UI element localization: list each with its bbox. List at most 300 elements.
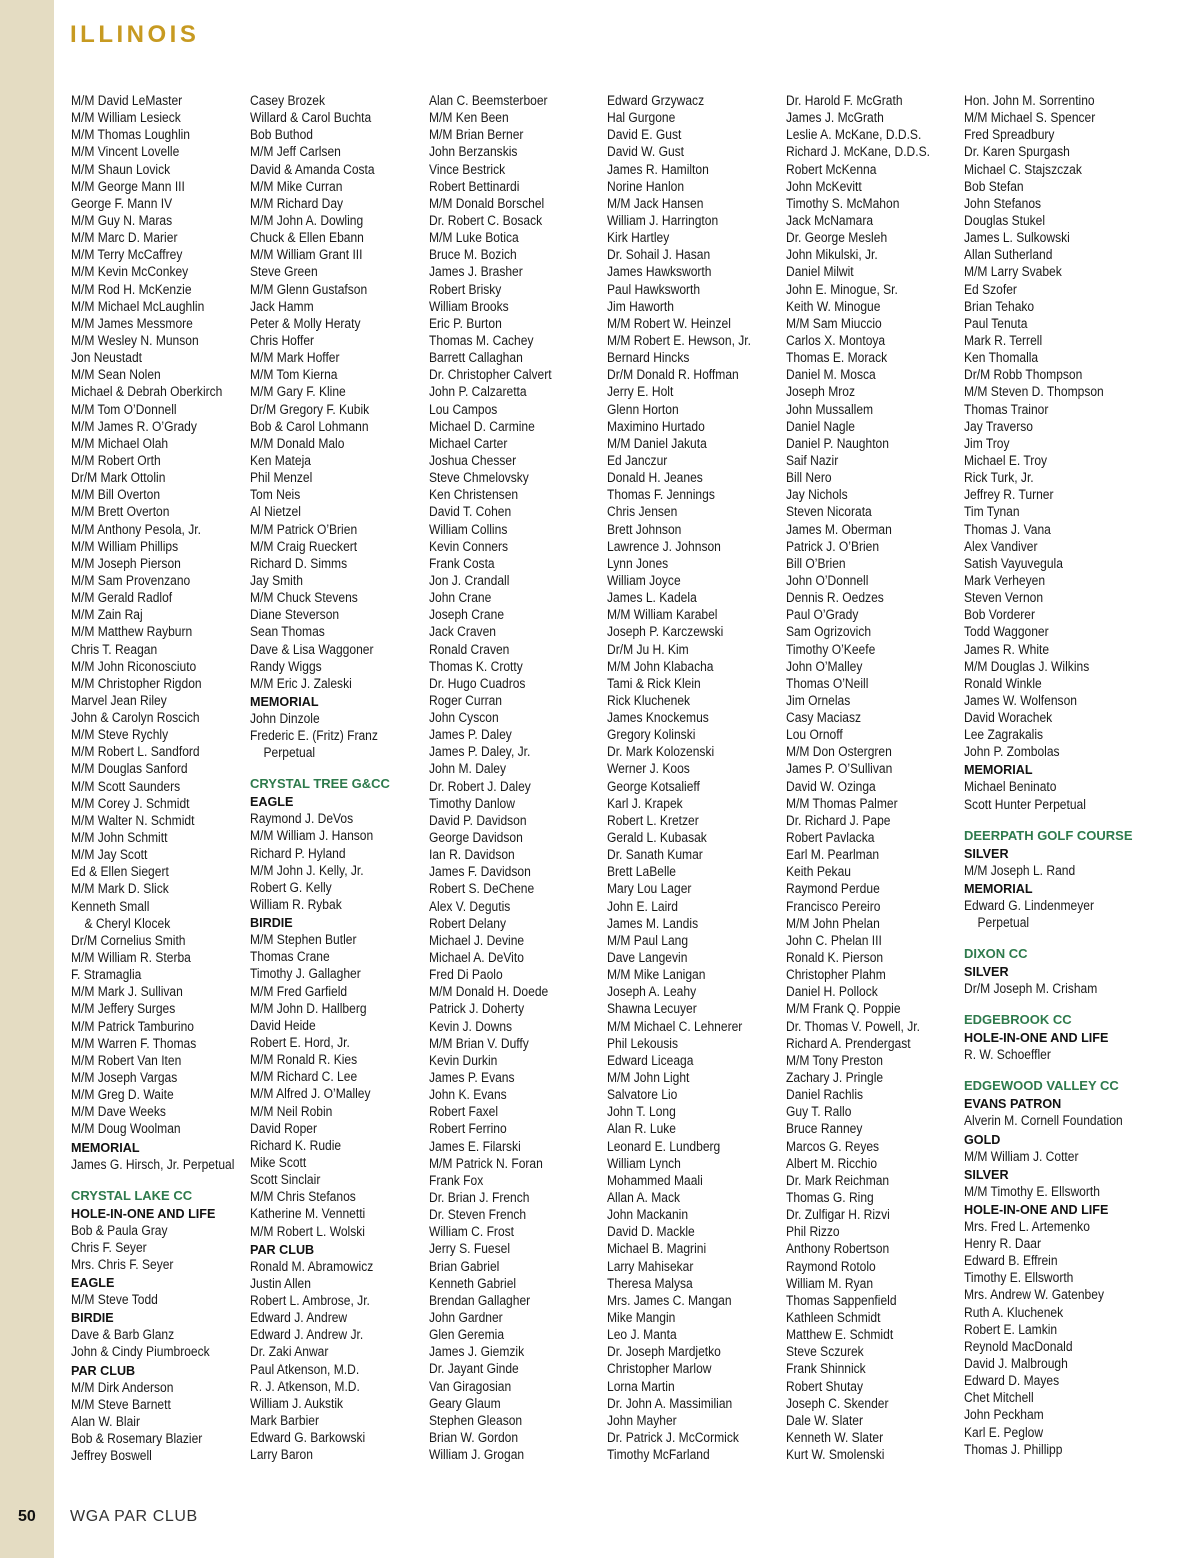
donor-name: Edward B. Effrein: [964, 1253, 1058, 1269]
donor-name: Daniel H. Pollock: [786, 984, 878, 1000]
donor-column-6: [964, 92, 1140, 1458]
donor-name: William J. Grogan: [429, 1447, 525, 1463]
donor-name: M/M Warren F. Thomas: [71, 1035, 197, 1051]
donor-name: Patrick J. Doherty: [429, 1001, 525, 1017]
donor-name: Joshua Chesser: [429, 452, 517, 468]
donor-name: David E. Gust: [607, 127, 682, 143]
donor-name: Brett LaBelle: [607, 864, 677, 880]
donor-name: Frank Shinnick: [786, 1361, 866, 1377]
donor-name: Keith W. Minogue: [786, 298, 881, 314]
donor-name: Dave Langevin: [607, 950, 688, 966]
giving-level-label: BIRDIE: [250, 916, 293, 931]
donor-name: M/M David LeMaster: [71, 93, 183, 108]
donor-name: John O’Malley: [786, 658, 863, 674]
donor-name: Robert E. Lamkin: [964, 1321, 1058, 1337]
donor-name: Robert S. DeChene: [429, 881, 535, 897]
donor-name: Daniel M. Mosca: [786, 367, 876, 383]
donor-name: Fred Spreadbury: [964, 127, 1055, 143]
donor-name: Dave & Barb Glanz: [71, 1327, 175, 1343]
donor-name: Michael Carter: [429, 435, 508, 451]
donor-name: John McKevitt: [786, 178, 862, 194]
donor-name: Phil Menzel: [250, 470, 313, 486]
donor-name: Dr/M Joseph M. Crisham: [964, 981, 1098, 997]
donor-name: Jack Hamm: [250, 298, 314, 314]
donor-name: John & Carolyn Roscich: [71, 710, 200, 726]
donor-name: Dr. Christopher Calvert: [429, 367, 552, 383]
donor-name: M/M Vincent Lovelle: [71, 144, 180, 160]
donor-name: Dr. Patrick J. McCormick: [607, 1429, 739, 1445]
donor-name: Scott Hunter Perpetual: [964, 796, 1086, 812]
donor-name: Henry R. Daar: [964, 1236, 1042, 1252]
donor-name: M/M Paul Lang: [607, 932, 689, 948]
donor-name: Kenneth Small: [71, 898, 150, 914]
donor-name: M/M John Riconosciuto: [71, 658, 197, 674]
donor-name: Barrett Callaghan: [429, 350, 523, 366]
donor-name: Dr/M Mark Ottolin: [71, 470, 166, 486]
donor-name: Fred Di Paolo: [429, 967, 503, 983]
donor-name: M/M Robert W. Heinzel: [607, 315, 731, 331]
donor-name: Alex Vandiver: [964, 538, 1038, 554]
donor-name: Thomas E. Morack: [786, 350, 888, 366]
donor-name: M/M Robert L. Sandford: [71, 744, 200, 760]
club-heading: DEERPATH GOLF COURSE: [964, 827, 1133, 843]
donor-name: Dr. Jayant Ginde: [429, 1361, 519, 1377]
donor-name: John T. Long: [607, 1104, 676, 1120]
donor-name: George Davidson: [429, 830, 523, 846]
donor-name: Lorna Martin: [607, 1378, 675, 1394]
donor-name: M/M Mark Hoffer: [250, 350, 340, 366]
donor-name: Todd Waggoner: [964, 624, 1049, 640]
donor-name: Raymond J. DeVos: [250, 811, 354, 827]
donor-name: M/M Doug Woolman: [71, 1121, 181, 1137]
donor-name: Kevin Durkin: [429, 1052, 498, 1068]
donor-name: Kenneth W. Slater: [786, 1429, 884, 1445]
donor-name: Mary Lou Lager: [607, 881, 692, 897]
donor-name: Robert L. Kretzer: [607, 812, 699, 828]
donor-name: Edward G. Lindenmeyer: [964, 897, 1094, 913]
donor-name: M/M Daniel Jakuta: [607, 435, 707, 451]
donor-name: Brian Tehako: [964, 298, 1035, 314]
donor-name: M/M Terry McCaffrey: [71, 247, 183, 263]
donor-name: Bernard Hincks: [607, 350, 690, 366]
donor-name: M/M Donald Borschel: [429, 195, 545, 211]
donor-name: M/M Michael Olah: [71, 435, 169, 451]
donor-name: M/M William R. Sterba: [71, 950, 191, 966]
donor-name: M/M Larry Svabek: [964, 264, 1062, 280]
donor-name: M/M Tom O’Donnell: [71, 401, 177, 417]
donor-name: Dr. Hugo Cuadros: [429, 675, 526, 691]
donor-name: Lawrence J. Johnson: [607, 538, 721, 554]
donor-name: M/M Douglas Sanford: [71, 761, 188, 777]
page-margin-stripe: [0, 0, 54, 1558]
donor-name: Robert Ferrino: [429, 1121, 507, 1137]
donor-name: Mark Verheyen: [964, 572, 1046, 588]
donor-name: M/M Fred Garfield: [250, 983, 348, 999]
donor-name: Christopher Plahm: [786, 967, 886, 983]
donor-name: Bruce Ranney: [786, 1121, 863, 1137]
donor-name: Dr. Zulfigar H. Rizvi: [786, 1207, 890, 1223]
donor-name: James P. Evans: [429, 1070, 515, 1086]
donor-name: Allan A. Mack: [607, 1190, 681, 1205]
donor-name: Vince Bestrick: [429, 161, 506, 177]
donor-name: Michael E. Troy: [964, 452, 1048, 468]
donor-name: M/M William Grant III: [250, 247, 363, 263]
donor-name: Reynold MacDonald: [964, 1338, 1073, 1354]
giving-level-label: GOLD: [964, 1132, 1001, 1147]
giving-level-label: MEMORIAL: [250, 694, 319, 709]
donor-name: Rick Kluchenek: [607, 692, 691, 708]
donor-name: James L. Kadela: [607, 590, 697, 606]
donor-name: Mohammed Maali: [607, 1172, 703, 1188]
donor-name: M/M Dirk Anderson: [71, 1379, 174, 1395]
donor-name: Jim Ornelas: [786, 692, 851, 708]
giving-level-label: HOLE-IN-ONE AND LIFE: [964, 1031, 1109, 1046]
donor-name: Michael J. Devine: [429, 932, 525, 948]
donor-name: Thomas J. Phillipp: [964, 1441, 1063, 1457]
donor-name: Chet Mitchell: [964, 1390, 1034, 1406]
donor-name: Larry Mahisekar: [607, 1258, 694, 1274]
donor-name: Bob Stefan: [964, 178, 1024, 194]
donor-name: M/M Greg D. Waite: [71, 1087, 174, 1103]
donor-name: Dr/M Ju H. Kim: [607, 641, 689, 657]
donor-name: Jay Nichols: [786, 487, 848, 503]
donor-name: Mrs. James C. Mangan: [607, 1292, 732, 1308]
giving-level-label: EVANS PATRON: [964, 1097, 1062, 1112]
donor-name: M/M Jack Hansen: [607, 195, 704, 211]
donor-name: John E. Minogue, Sr.: [786, 281, 898, 297]
donor-name: James F. Davidson: [429, 864, 531, 880]
donor-name: Leo J. Manta: [607, 1327, 677, 1343]
donor-name: Thomas Trainor: [964, 401, 1049, 417]
donor-name: Saif Nazir: [786, 452, 839, 468]
donor-name: Dr. John A. Massimilian: [607, 1395, 733, 1411]
donor-name: Jim Haworth: [607, 298, 674, 314]
giving-level-label: BIRDIE: [71, 1311, 114, 1326]
donor-name: Frank Fox: [429, 1172, 484, 1188]
donor-name: William J. Aukstik: [250, 1395, 344, 1411]
donor-name: Salvatore Lio: [607, 1087, 678, 1103]
donor-name: M/M Wesley N. Munson: [71, 332, 199, 348]
donor-name-continued: Perpetual: [977, 915, 1030, 931]
donor-name: Werner J. Koos: [607, 761, 690, 777]
donor-name: Alan C. Beemsterboer: [429, 93, 548, 108]
donor-name: John Cyscon: [429, 710, 499, 726]
donor-name: Ed & Ellen Siegert: [71, 864, 169, 880]
donor-name: Brendan Gallagher: [429, 1292, 531, 1308]
donor-name: Maximino Hurtado: [607, 418, 705, 434]
donor-name: M/M Richard C. Lee: [250, 1069, 358, 1085]
donor-name: Mike Mangin: [607, 1309, 676, 1325]
donor-name: John Peckham: [964, 1407, 1044, 1423]
donor-name: James J. McGrath: [786, 110, 884, 126]
giving-level-label: HOLE-IN-ONE AND LIFE: [964, 1202, 1109, 1217]
donor-name: James P. Daley: [429, 727, 512, 743]
donor-name: Larry Baron: [250, 1447, 313, 1463]
donor-name: Jay Smith: [250, 572, 303, 588]
donor-name: Brian W. Gordon: [429, 1429, 519, 1445]
giving-level-label: MEMORIAL: [71, 1140, 140, 1155]
donor-name: M/M James R. O’Grady: [71, 418, 197, 434]
donor-name: Michael A. DeVito: [429, 950, 524, 966]
donor-name: Eric P. Burton: [429, 315, 502, 331]
donor-name: James L. Sulkowski: [964, 230, 1070, 246]
donor-name: Timothy J. Gallagher: [250, 966, 361, 982]
club-heading: CRYSTAL LAKE CC: [71, 1187, 193, 1203]
donor-name: Van Giragosian: [429, 1378, 512, 1394]
donor-name: M/M Christopher Rigdon: [71, 675, 202, 691]
donor-name: M/M William J. Hanson: [250, 828, 374, 844]
donor-name: M/M Sam Provenzano: [71, 572, 191, 588]
donor-name: Dr/M Gregory F. Kubik: [250, 401, 370, 417]
donor-name: M/M John Klabacha: [607, 658, 714, 674]
donor-name: Ken Thomalla: [964, 350, 1039, 366]
donor-name: Hon. John M. Sorrentino: [964, 93, 1095, 108]
donor-name: M/M John J. Kelly, Jr.: [250, 862, 364, 878]
donor-name: John O’Donnell: [786, 572, 869, 588]
donor-name: Katherine M. Vennetti: [250, 1206, 366, 1222]
donor-name: John Mikulski, Jr.: [786, 247, 878, 263]
donor-name: Anthony Robertson: [786, 1241, 890, 1257]
donor-name: Brian Gabriel: [429, 1258, 500, 1274]
donor-name: M/M Joseph L. Rand: [964, 862, 1076, 878]
donor-name: David W. Gust: [607, 144, 685, 160]
donor-name: Ed Janczur: [607, 452, 668, 468]
donor-name: Alverin M. Cornell Foundation: [964, 1113, 1123, 1129]
donor-name: Leonard E. Lundberg: [607, 1138, 721, 1154]
donor-name: Ken Mateja: [250, 452, 311, 468]
donor-name: David T. Cohen: [429, 504, 512, 520]
donor-name: M/M Michael C. Lehnerer: [607, 1018, 743, 1034]
donor-name: Robert McKenna: [786, 161, 877, 177]
donor-name: Randy Wiggs: [250, 658, 322, 674]
donor-name: Michael C. Stajszczak: [964, 161, 1082, 177]
donor-name: John Mayher: [607, 1412, 677, 1428]
donor-name: M/M Anthony Pesola, Jr.: [71, 521, 201, 537]
donor-name: Timothy E. Ellsworth: [964, 1270, 1074, 1286]
donor-name: Richard A. Prendergast: [786, 1035, 911, 1051]
donor-name: Dr. Richard J. Pape: [786, 812, 891, 828]
donor-name: Matthew E. Schmidt: [786, 1327, 894, 1343]
donor-name: M/M Ken Been: [429, 110, 509, 126]
donor-name: M/M John Light: [607, 1070, 690, 1086]
donor-name: David & Amanda Costa: [250, 161, 375, 177]
donor-name: William R. Rybak: [250, 897, 342, 913]
donor-name: M/M John D. Hallberg: [250, 1000, 367, 1016]
page-number: 50: [18, 1508, 36, 1525]
giving-level-label: PAR CLUB: [71, 1363, 136, 1378]
donor-name: M/M Bill Overton: [71, 487, 161, 503]
donor-name: Alan R. Luke: [607, 1121, 677, 1137]
donor-name: Kirk Hartley: [607, 230, 670, 246]
donor-name: John E. Laird: [607, 898, 679, 914]
donor-name: Brett Johnson: [607, 521, 682, 537]
donor-name: Jay Traverso: [964, 418, 1033, 434]
donor-name: Lou Ornoff: [786, 727, 843, 743]
donor-name: Edward D. Mayes: [964, 1373, 1060, 1389]
state-heading: ILLINOIS: [70, 21, 200, 48]
donor-name: M/M Marc D. Marier: [71, 230, 178, 246]
donor-name: Steven Nicorata: [786, 504, 872, 520]
donor-name: Chuck & Ellen Ebann: [250, 230, 364, 246]
donor-name: Robert Shutay: [786, 1378, 864, 1394]
donor-name: M/M Brian V. Duffy: [429, 1035, 529, 1051]
donor-name: Paul Hawksworth: [607, 281, 701, 297]
donor-name: Marvel Jean Riley: [71, 692, 167, 708]
donor-name: John Crane: [429, 590, 492, 606]
donor-name: Dr. Sanath Kumar: [607, 847, 703, 863]
donor-name: Jack Craven: [429, 624, 496, 640]
donor-name: Michael B. Magrini: [607, 1241, 707, 1257]
donor-name: M/M Matthew Rayburn: [71, 624, 193, 640]
donor-name: M/M John Phelan: [786, 915, 880, 931]
club-heading: EDGEBROOK CC: [964, 1012, 1072, 1028]
donor-name: Mrs. Andrew W. Gatenbey: [964, 1287, 1104, 1303]
donor-name: Thomas Sappenfield: [786, 1292, 897, 1308]
donor-name: Thomas K. Crotty: [429, 658, 523, 674]
donor-name: Robert L. Ambrose, Jr.: [250, 1293, 370, 1308]
donor-name: David Heide: [250, 1017, 316, 1033]
donor-name: Robert Delany: [429, 915, 507, 931]
donor-name: John & Cindy Piumbroeck: [71, 1344, 210, 1360]
donor-name: M/M Sean Nolen: [71, 367, 161, 383]
donor-name: Donald H. Jeanes: [607, 470, 703, 486]
donor-name: Joseph A. Leahy: [607, 984, 697, 1000]
donor-name: Richard D. Simms: [250, 555, 348, 571]
donor-name: William Collins: [429, 521, 508, 537]
donor-name: Francisco Pereiro: [786, 898, 881, 914]
donor-name: M/M Guy N. Maras: [71, 212, 173, 228]
donor-name: Bob & Paula Gray: [71, 1222, 168, 1238]
donor-name: John C. Phelan III: [786, 932, 882, 948]
donor-name: Kenneth Gabriel: [429, 1275, 517, 1291]
donor-name: James J. Giemzik: [429, 1344, 525, 1360]
donor-name: M/M Thomas Palmer: [786, 795, 898, 811]
donor-name: Edward J. Andrew: [250, 1310, 348, 1326]
donor-name: Douglas Stukel: [964, 212, 1046, 228]
club-heading: DIXON CC: [964, 946, 1028, 962]
donor-name: M/M Thomas Loughlin: [71, 127, 191, 143]
donor-name: Tom Neis: [250, 487, 301, 503]
donor-name: David J. Malbrough: [964, 1356, 1068, 1372]
donor-name: M/M Alfred J. O’Malley: [250, 1086, 371, 1102]
donor-name: Steve Sczurek: [786, 1344, 864, 1360]
donor-name: Paul Tenuta: [964, 315, 1028, 331]
donor-name: Lee Zagrakalis: [964, 727, 1044, 743]
donor-name: Edward Liceaga: [607, 1052, 694, 1068]
donor-name: Kevin Conners: [429, 538, 509, 554]
donor-name: M/M Steve Barnett: [71, 1396, 171, 1412]
donor-name: John Mussallem: [786, 401, 874, 417]
donor-name: John Mackanin: [607, 1207, 689, 1223]
donor-name: David P. Davidson: [429, 812, 527, 828]
giving-level-label: SILVER: [964, 846, 1009, 861]
donor-column-1: [71, 92, 247, 1464]
donor-name: Phil Rizzo: [786, 1224, 840, 1240]
donor-name: Steve Chmelovsky: [429, 470, 529, 486]
donor-name: M/M Ronald R. Kies: [250, 1052, 358, 1068]
donor-name: Zachary J. Pringle: [786, 1070, 884, 1086]
donor-name: John Berzanskis: [429, 144, 518, 160]
donor-name: M/M Neil Robin: [250, 1103, 333, 1119]
donor-name: M/M Robert L. Wolski: [250, 1223, 365, 1239]
donor-name: William Lynch: [607, 1155, 681, 1171]
donor-name: M/M Gerald Radlof: [71, 590, 173, 606]
donor-name: John M. Daley: [429, 761, 507, 777]
donor-name: M/M Joseph Pierson: [71, 555, 181, 571]
donor-column-3: [429, 92, 605, 1463]
donor-name: M/M Michael S. Spencer: [964, 110, 1096, 126]
donor-name: Dr. Mark Reichman: [786, 1172, 890, 1188]
donor-name: Daniel Nagle: [786, 418, 856, 434]
donor-name: Mike Scott: [250, 1155, 307, 1171]
donor-name: James M. Landis: [607, 915, 699, 931]
donor-name-continued: Perpetual: [263, 745, 316, 761]
donor-name: Robert Bettinardi: [429, 178, 520, 194]
donor-name: M/M John Schmitt: [71, 830, 168, 846]
donor-name: M/M Mark D. Slick: [71, 881, 169, 897]
donor-name: M/M Jay Scott: [71, 847, 148, 863]
donor-name: David Worachek: [964, 710, 1053, 726]
donor-name: Joseph C. Skender: [786, 1395, 889, 1411]
giving-level-label: PAR CLUB: [250, 1242, 315, 1257]
donor-column-4: [607, 92, 783, 1463]
donor-name: R. W. Schoeffler: [964, 1047, 1051, 1063]
donor-name: Steve Green: [250, 264, 318, 280]
donor-name: Geary Glaum: [429, 1395, 501, 1411]
donor-name: Kurt W. Smolenski: [786, 1447, 885, 1463]
donor-name: Dr. Joseph Mardjetko: [607, 1344, 721, 1360]
donor-name: M/M William J. Cotter: [964, 1148, 1079, 1164]
donor-name: Dr/M Robb Thompson: [964, 367, 1083, 383]
donor-name: Dr. Harold F. McGrath: [786, 93, 903, 108]
donor-name: George Kotsalieff: [607, 778, 700, 794]
donor-name: Robert Pavlacka: [786, 830, 875, 846]
donor-name: James R. White: [964, 641, 1050, 657]
donor-name: M/M James Messmore: [71, 315, 193, 331]
donor-name: Dr. Zaki Anwar: [250, 1344, 329, 1360]
donor-name: Bob & Carol Lohmann: [250, 418, 369, 434]
donor-name: Gerald L. Kubasak: [607, 830, 707, 846]
donor-name: Ed Szofer: [964, 281, 1017, 297]
donor-name: Allan Sutherland: [964, 247, 1053, 263]
donor-name: Robert Faxel: [429, 1104, 498, 1120]
donor-name: Lou Campos: [429, 401, 498, 417]
donor-name: Raymond Rotolo: [786, 1258, 876, 1274]
donor-name: William J. Harrington: [607, 212, 719, 228]
donor-name: Justin Allen: [250, 1275, 311, 1291]
donor-name: F. Stramaglia: [71, 967, 142, 983]
donor-name: M/M Timothy E. Ellsworth: [964, 1183, 1100, 1199]
club-heading: CRYSTAL TREE G&CC: [250, 776, 390, 792]
donor-name: Patrick J. O’Brien: [786, 538, 880, 554]
donor-name: Tami & Rick Klein: [607, 675, 701, 691]
donor-name: M/M Patrick O’Brien: [250, 521, 358, 537]
donor-name: Roger Curran: [429, 692, 503, 708]
donor-name: M/M Douglas J. Wilkins: [964, 658, 1090, 674]
giving-level-label: MEMORIAL: [964, 881, 1033, 896]
donor-name: M/M Chris Stefanos: [250, 1189, 356, 1205]
donor-name: M/M Mike Lanigan: [607, 967, 706, 983]
donor-name: M/M William Karabel: [607, 607, 718, 623]
donor-name: Marcos G. Reyes: [786, 1138, 880, 1154]
donor-name: M/M John A. Dowling: [250, 212, 364, 228]
donor-name: Guy T. Rallo: [786, 1104, 852, 1120]
donor-name: Robert E. Hord, Jr.: [250, 1035, 350, 1051]
donor-name: William M. Ryan: [786, 1275, 874, 1291]
donor-name: Earl M. Pearlman: [786, 847, 880, 863]
giving-level-label: HOLE-IN-ONE AND LIFE: [71, 1206, 216, 1221]
donor-name: Paul O’Grady: [786, 607, 859, 623]
